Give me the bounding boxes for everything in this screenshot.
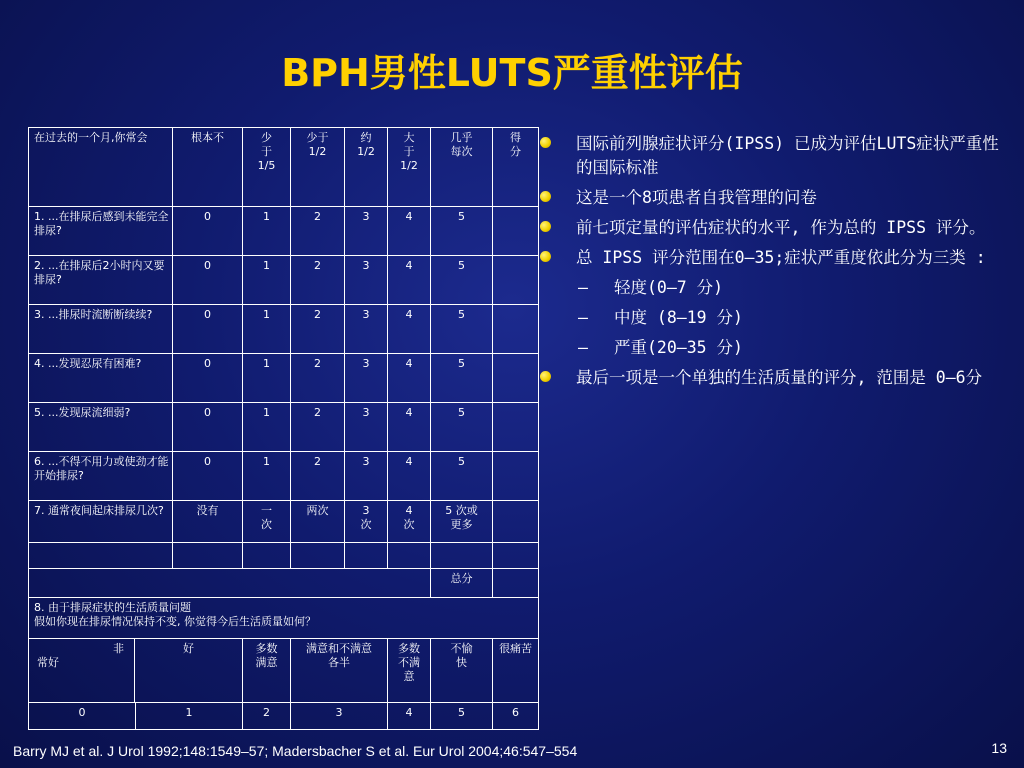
nocturia-option-cell: 4 次 — [388, 501, 431, 543]
qol-score-cell: 4 — [388, 703, 431, 730]
qol-score-cell: 6 — [493, 703, 539, 730]
bullet-item — [540, 186, 1010, 210]
header-col-almost-always: 几乎 每次 — [431, 128, 493, 207]
blank-cell — [431, 543, 493, 569]
score-cell: 1 — [243, 354, 291, 403]
header-col-never: 根本不 — [173, 128, 243, 207]
score-cell: 3 — [345, 354, 388, 403]
score-entry-cell — [493, 452, 539, 501]
bullet-item — [540, 216, 1010, 240]
score-cell: 2 — [291, 207, 345, 256]
score-cell: 3 — [345, 256, 388, 305]
bullet-dot-icon — [540, 191, 551, 202]
bullet-dot-icon — [540, 371, 551, 382]
qol-label-good: 好 — [183, 642, 194, 655]
header-col-less-than-1-2: 少于 1/2 — [291, 128, 345, 207]
qol-label-mostly-satisfied: 多数 满意 — [243, 639, 291, 703]
bullet-text: 最后一项是一个单独的生活质量的评分, 范围是 0–6分 — [576, 368, 983, 387]
dash-icon: – — [578, 278, 588, 297]
bullet-dot-icon — [540, 221, 551, 232]
score-entry-cell — [493, 207, 539, 256]
table-header-row — [29, 128, 539, 207]
qol-score-cell: 2 — [243, 703, 291, 730]
score-cell: 5 — [431, 452, 493, 501]
header-col-less-than-1-5: 少 于 1/5 — [243, 128, 291, 207]
question-cell: 6. ...不得不用力或使劲才能开始排尿? — [29, 452, 173, 501]
score-cell: 0 — [173, 207, 243, 256]
bullet-text: 总 IPSS 评分范围在0–35;症状严重度依此分为三类 : — [576, 248, 986, 267]
bullet-item — [540, 366, 1010, 390]
ipss-questionnaire-table — [28, 127, 539, 730]
qol-label-mixed: 满意和不满意 各半 — [291, 639, 388, 703]
nocturia-option-cell: 没有 — [173, 501, 243, 543]
qol-label-terrible: 很痛苦 — [493, 639, 539, 703]
blank-cell — [29, 543, 173, 569]
nocturia-option-cell: 一 次 — [243, 501, 291, 543]
question-cell: 2. ...在排尿后2小时内又要排尿? — [29, 256, 173, 305]
table-row-total — [29, 569, 539, 598]
question-cell: 1. ...在排尿后感到未能完全排尿? — [29, 207, 173, 256]
blank-cell — [345, 543, 388, 569]
qol-score-group — [29, 703, 243, 730]
qol-question-cell — [29, 598, 539, 639]
qol-score-cell: 5 — [431, 703, 493, 730]
score-cell: 3 — [345, 207, 388, 256]
sub-bullet-item — [540, 336, 1010, 360]
table-row — [29, 452, 539, 501]
score-cell: 5 — [431, 305, 493, 354]
page-number: 13 — [991, 740, 1007, 756]
question-cell: 4. ...发现忍尿有困难? — [29, 354, 173, 403]
blank-cell — [173, 543, 243, 569]
table-row-nocturia — [29, 501, 539, 543]
score-cell: 5 — [431, 354, 493, 403]
score-cell: 4 — [388, 452, 431, 501]
score-cell: 4 — [388, 207, 431, 256]
score-cell: 0 — [173, 305, 243, 354]
table-row-blank — [29, 543, 539, 569]
score-entry-cell — [493, 501, 539, 543]
score-cell: 4 — [388, 403, 431, 452]
question-cell: 7. 通常夜间起床排尿几次? — [29, 501, 173, 543]
qol-score-cell: 0 — [29, 703, 136, 729]
score-cell: 3 — [345, 452, 388, 501]
score-cell: 1 — [243, 452, 291, 501]
header-col-about-1-2: 约 1/2 — [345, 128, 388, 207]
sub-bullet-text: 严重(20–35 分) — [614, 338, 743, 357]
bullet-item — [540, 246, 1010, 270]
table-row — [29, 207, 539, 256]
score-entry-cell — [493, 403, 539, 452]
sub-bullet-text: 轻度(0–7 分) — [614, 278, 724, 297]
slide-title: BPH男性LUTS严重性评估 — [281, 51, 743, 95]
qol-label-very-good: 非 常好 — [29, 639, 135, 702]
bullet-dot-icon — [540, 251, 551, 262]
qol-score-cell: 1 — [185, 706, 193, 719]
score-cell: 1 — [243, 305, 291, 354]
header-question-cell: 在过去的一个月,你常会 — [29, 128, 173, 207]
bullet-list — [540, 132, 1010, 396]
bullet-dot-icon — [540, 137, 551, 148]
qol-score-cell: 3 — [291, 703, 388, 730]
score-cell: 1 — [243, 207, 291, 256]
score-cell: 0 — [173, 256, 243, 305]
nocturia-option-cell: 5 次或 更多 — [431, 501, 493, 543]
bullet-text: 前七项定量的评估症状的水平, 作为总的 IPSS 评分。 — [576, 218, 986, 237]
score-cell: 3 — [345, 403, 388, 452]
table-row — [29, 305, 539, 354]
table-row-qol-scores — [29, 703, 539, 730]
bullet-text: 这是一个8项患者自我管理的问卷 — [576, 188, 817, 207]
score-cell: 2 — [291, 256, 345, 305]
table-row — [29, 256, 539, 305]
sub-bullet-text: 中度 (8–19 分) — [614, 308, 743, 327]
dash-icon: – — [578, 338, 588, 357]
header-col-score: 得 分 — [493, 128, 539, 207]
blank-cell — [243, 543, 291, 569]
nocturia-option-cell: 两次 — [291, 501, 345, 543]
question-cell: 3. ...排尿时流断断续续? — [29, 305, 173, 354]
score-cell: 1 — [243, 403, 291, 452]
nocturia-option-cell: 3 次 — [345, 501, 388, 543]
sub-bullet-item — [540, 276, 1010, 300]
score-cell: 2 — [291, 305, 345, 354]
total-spacer-cell — [29, 569, 431, 598]
score-cell: 5 — [431, 403, 493, 452]
sub-bullet-item — [540, 306, 1010, 330]
citation-footer: Barry MJ et al. J Urol 1992;148:1549–57; Madersbacher S et al. Eur Urol 2004;46:547–554 — [13, 743, 578, 759]
total-score-cell — [493, 569, 539, 598]
blank-cell — [388, 543, 431, 569]
header-col-more-than-1-2: 大 于 1/2 — [388, 128, 431, 207]
score-entry-cell — [493, 354, 539, 403]
qol-question-line2: 假如你现在排尿情况保持不变, 你觉得今后生活质量如何？ — [34, 615, 316, 628]
table-row — [29, 403, 539, 452]
blank-cell — [493, 543, 539, 569]
blank-cell — [291, 543, 345, 569]
score-cell: 4 — [388, 305, 431, 354]
score-cell: 2 — [291, 452, 345, 501]
score-entry-cell — [493, 256, 539, 305]
table-row-quality-of-life-question — [29, 598, 539, 639]
score-cell: 2 — [291, 403, 345, 452]
score-cell: 3 — [345, 305, 388, 354]
bullet-text: 国际前列腺症状评分(IPSS) 已成为评估LUTS症状严重性的国际标准 — [576, 134, 999, 177]
table-row — [29, 354, 539, 403]
bullet-item — [540, 132, 1010, 180]
score-cell: 4 — [388, 256, 431, 305]
question-cell: 5. ...发现尿流细弱? — [29, 403, 173, 452]
qol-label-group — [29, 639, 243, 703]
qol-question-line1: 8. 由于排尿症状的生活质量问题 — [34, 601, 191, 614]
score-cell: 2 — [291, 354, 345, 403]
score-entry-cell — [493, 305, 539, 354]
total-label: 总分 — [431, 569, 493, 598]
score-cell: 5 — [431, 207, 493, 256]
table-row-qol-labels — [29, 639, 539, 703]
dash-icon: – — [578, 308, 588, 327]
qol-label-mostly-dissatisfied: 多数 不满 意 — [388, 639, 431, 703]
qol-label-unhappy: 不愉 快 — [431, 639, 493, 703]
score-cell: 0 — [173, 354, 243, 403]
score-cell: 0 — [173, 452, 243, 501]
score-cell: 5 — [431, 256, 493, 305]
score-cell: 4 — [388, 354, 431, 403]
score-cell: 1 — [243, 256, 291, 305]
score-cell: 0 — [173, 403, 243, 452]
